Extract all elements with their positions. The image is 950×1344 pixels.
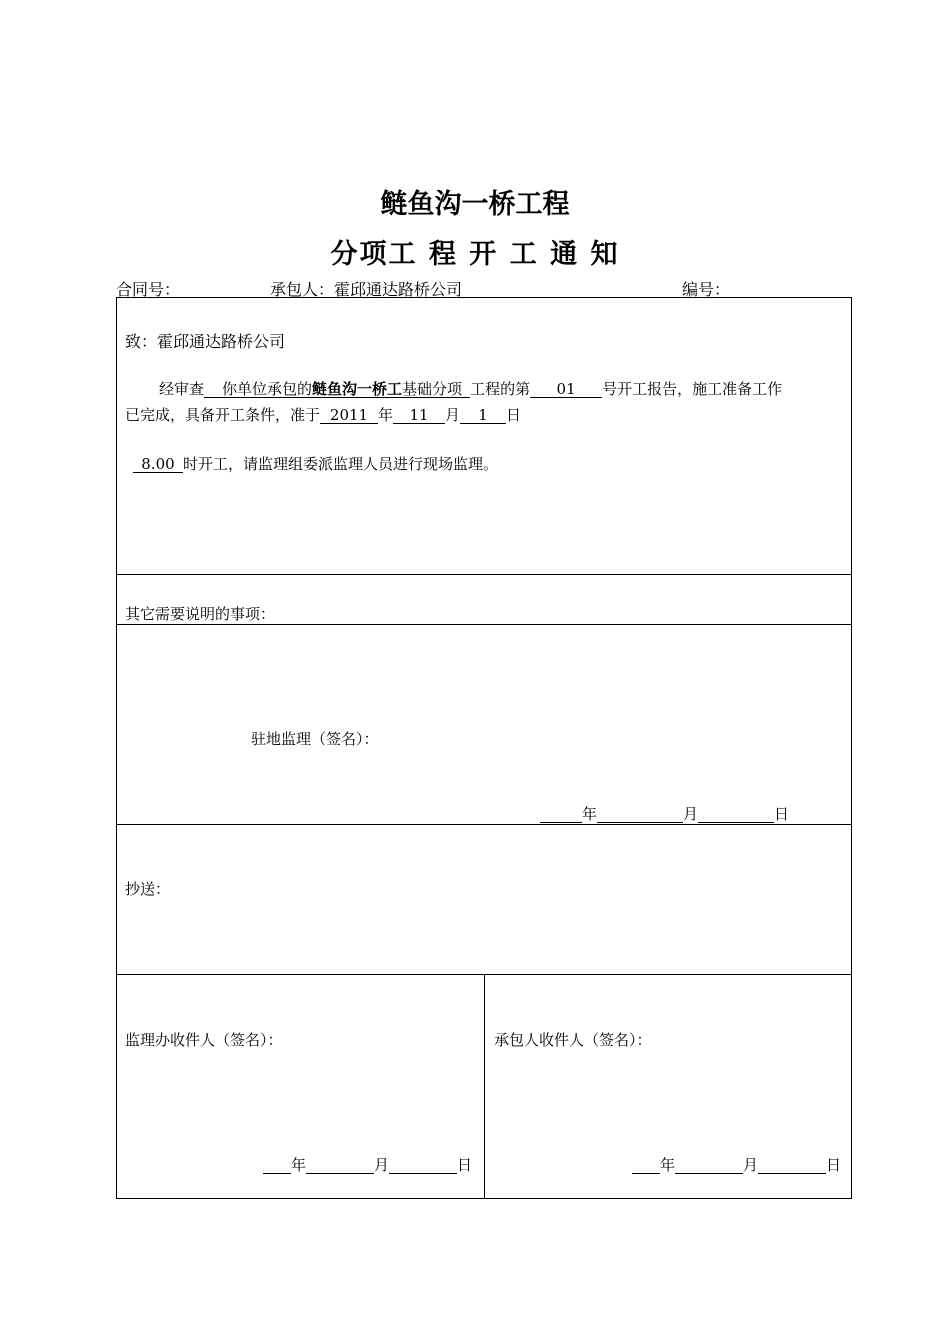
report-number-field: 01 xyxy=(530,381,602,398)
contract-number-label: 合同号： xyxy=(116,280,181,299)
notice-unit-field: 你单位承包的 xyxy=(204,381,312,398)
start-day-field: 1 xyxy=(460,407,506,424)
month-label: 月 xyxy=(445,406,461,424)
notice-text: 已完成，具备开工条件，准于 xyxy=(125,406,321,424)
divider xyxy=(117,824,851,825)
serial-number-label: 编号： xyxy=(682,280,731,299)
year-label: 年 xyxy=(291,1156,307,1174)
site-supervisor-date xyxy=(540,803,789,824)
notice-paragraph-line-2 xyxy=(125,404,521,425)
page-subtitle: 分项工 程 开 工 通 知 xyxy=(330,239,620,270)
notice-text: 经审查 xyxy=(159,380,205,398)
addressee-line xyxy=(125,329,285,352)
supervision-office-receiver-label: 监理办收件人（签名）： xyxy=(125,1031,283,1049)
month-label: 月 xyxy=(743,1156,759,1174)
notice-text: 号开工报告，施工准备工作 xyxy=(602,380,783,398)
start-year-field: 2011 xyxy=(320,407,378,424)
year-label: 年 xyxy=(378,406,394,424)
page-title: 鲢鱼沟一桥工程 xyxy=(380,189,570,220)
divider xyxy=(484,974,485,1198)
start-time-field: 8.00 xyxy=(133,456,183,473)
addressee-value: 霍邱通达路桥公司 xyxy=(157,332,286,351)
addressee-label: 致： xyxy=(125,332,158,351)
other-matters-label: 其它需要说明的事项： xyxy=(125,605,276,623)
divider xyxy=(117,624,851,625)
month-label: 月 xyxy=(683,805,699,823)
day-label: 日 xyxy=(506,406,522,424)
start-month-field: 11 xyxy=(393,407,445,424)
divider xyxy=(117,574,851,575)
work-item-field: 基础分项 xyxy=(402,381,470,398)
contractor-label: 承包人： xyxy=(270,280,335,299)
notice-paragraph-line-3 xyxy=(133,453,498,474)
notice-text: 时开工，请监理组委派监理人员进行现场监理。 xyxy=(183,455,499,473)
day-label: 日 xyxy=(457,1156,473,1174)
day-label: 日 xyxy=(826,1156,842,1174)
supervision-office-receive-date xyxy=(263,1154,472,1175)
notice-form xyxy=(116,297,852,1199)
notice-text: 工程的第 xyxy=(470,380,531,398)
month-label: 月 xyxy=(374,1156,390,1174)
cc-label: 抄送： xyxy=(125,880,171,898)
project-name-field: 鲢鱼沟一桥工 xyxy=(312,380,403,398)
site-supervisor-signature-label: 驻地监理（签名）： xyxy=(251,730,379,748)
contractor-receiver-label: 承包人收件人（签名）： xyxy=(494,1031,652,1049)
year-label: 年 xyxy=(582,805,598,823)
contractor-receive-date xyxy=(632,1154,841,1175)
contractor-value: 霍邱通达路桥公司 xyxy=(334,280,463,299)
day-label: 日 xyxy=(774,805,790,823)
year-label: 年 xyxy=(660,1156,676,1174)
notice-paragraph-line-1 xyxy=(159,378,782,399)
